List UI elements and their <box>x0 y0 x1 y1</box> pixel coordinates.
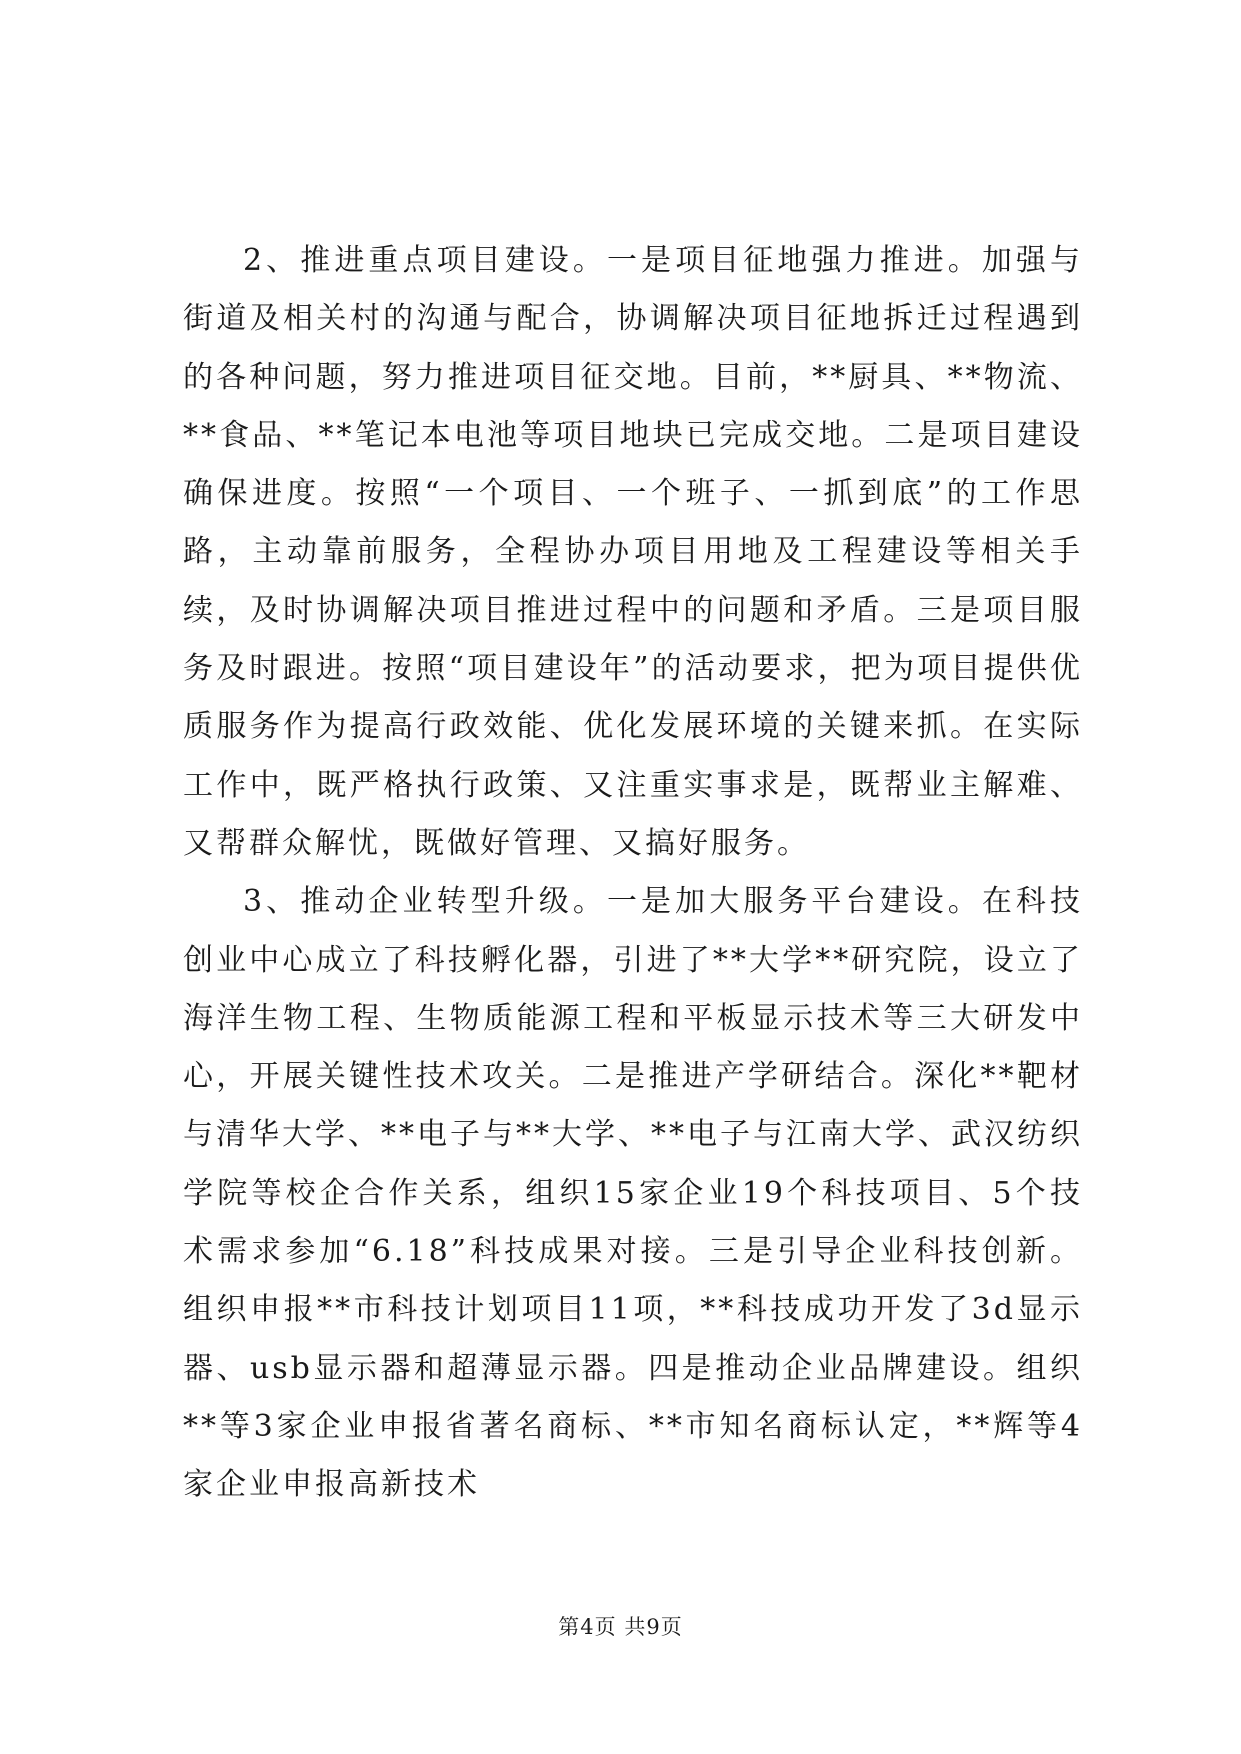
paragraph-project-construction: 2、推进重点项目建设。一是项目征地强力推进。加强与街道及相关村的沟通与配合，协调解决项目征地拆迁过程遇到的各种问题，努力推进项目征交地。目前，**厨具、**物流、**食品、**笔记本电池等项目地块已完成交地。二是项目建设确保进度。按照“一个项目、一个班子、一抓到底”的工作思路，主动靠前服务，全程协办项目用地及工程建设等相关手续，及时协调解决项目推进过程中的问题和矛盾。三是项目服务及时跟进。按照“项目建设年”的活动要求，把为项目提供优质服务作为提高行政效能、优化发展环境的关键来抓。在实际工作中，既严格执行政策、又注重实事求是，既帮业主解难、又帮群众解忧，既做好管理、又搞好服务。 <box>183 243 1083 861</box>
document-body <box>183 232 1083 1515</box>
page-number-footer: 第4页 共9页 <box>558 1615 683 1639</box>
paragraph-enterprise-upgrade: 3、推动企业转型升级。一是加大服务平台建设。在科技创业中心成立了科技孵化器，引进了**大学**研究院，设立了海洋生物工程、生物质能源工程和平板显示技术等三大研发中心，开展关键性技术攻关。二是推进产学研结合。深化**靶材与清华大学、**电子与**大学、**电子与江南大学、武汉纺织学院等校企合作关系，组织15家企业19个科技项目、5个技术需求参加“6.18”科技成果对接。三是引导企业科技创新。组织申报**市科技计划项目11项，**科技成功开发了3d显示器、usb显示器和超薄显示器。四是推动企业品牌建设。组织**等3家企业申报省著名商标、**市知名商标认定，**辉等4家企业申报高新技术 <box>183 884 1083 1503</box>
